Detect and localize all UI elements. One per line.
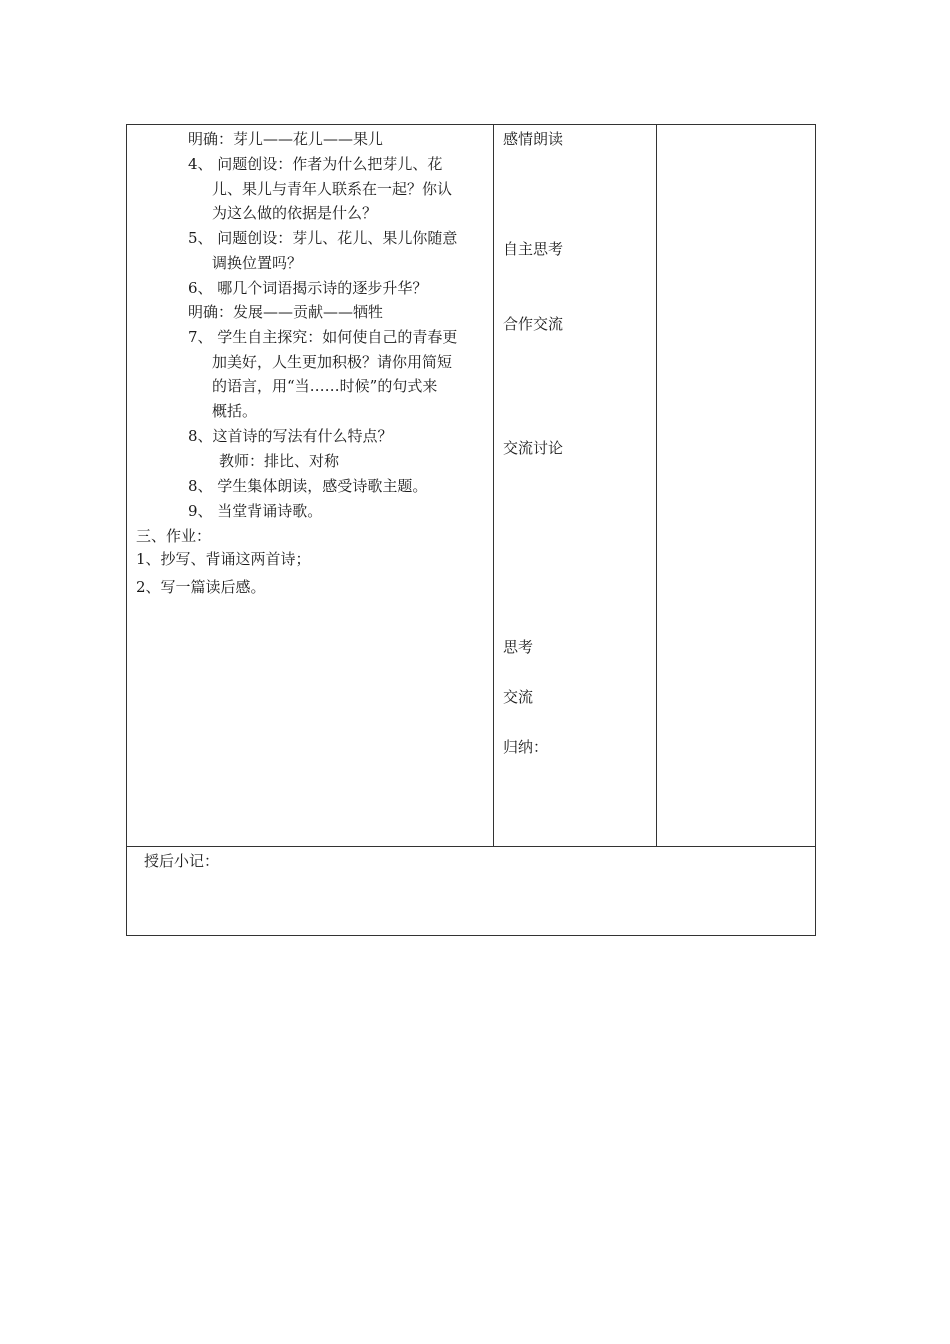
lesson-table [126,124,816,936]
content-line: 概括。 [212,402,258,420]
activity-label: 自主思考 [503,240,564,258]
content-line: 教师：排比、对称 [219,452,340,470]
content-line: 6、 哪几个词语揭示诗的逐步升华？ [188,279,428,297]
activity-label: 思考 [503,638,534,656]
activity-label: 归纳： [503,738,549,756]
homework-heading: 三、作业： [136,527,212,545]
content-line: 为这么做的依据是什么？ [212,204,378,222]
content-line: 7、 学生自主探究：如何使自己的青春更 [188,328,458,346]
post-lesson-notes-label: 授后小记： [144,852,220,870]
content-line: 明确：发展——贡献——牺牲 [188,303,384,321]
homework-item: 2、写一篇读后感。 [136,578,266,596]
content-line: 调换位置吗？ [212,254,303,272]
content-line: 加美好，人生更加积极？请你用简短 [212,353,453,371]
content-line: 8、 学生集体朗读，感受诗歌主题。 [188,477,428,495]
content-line: 儿、果儿与青年人联系在一起？你认 [212,180,453,198]
content-line: 的语言，用“当……时候”的句式来 [212,377,438,395]
row-divider [127,846,815,847]
content-line: 8、这首诗的写法有什么特点？ [188,427,393,445]
activity-label: 合作交流 [503,315,564,333]
column-divider-2 [656,125,657,846]
content-line: 4、 问题创设：作者为什么把芽儿、花 [188,155,443,173]
content-line: 9、 当堂背诵诗歌。 [188,502,323,520]
activity-label: 交流讨论 [503,439,564,457]
content-line: 5、 问题创设：芽儿、花儿、果儿你随意 [188,229,458,247]
column-divider-1 [493,125,494,846]
content-line: 明确：芽儿——花儿——果儿 [188,130,384,148]
activity-label: 感情朗读 [503,130,564,148]
activity-label: 交流 [503,688,534,706]
homework-item: 1、抄写、背诵这两首诗； [136,550,311,568]
